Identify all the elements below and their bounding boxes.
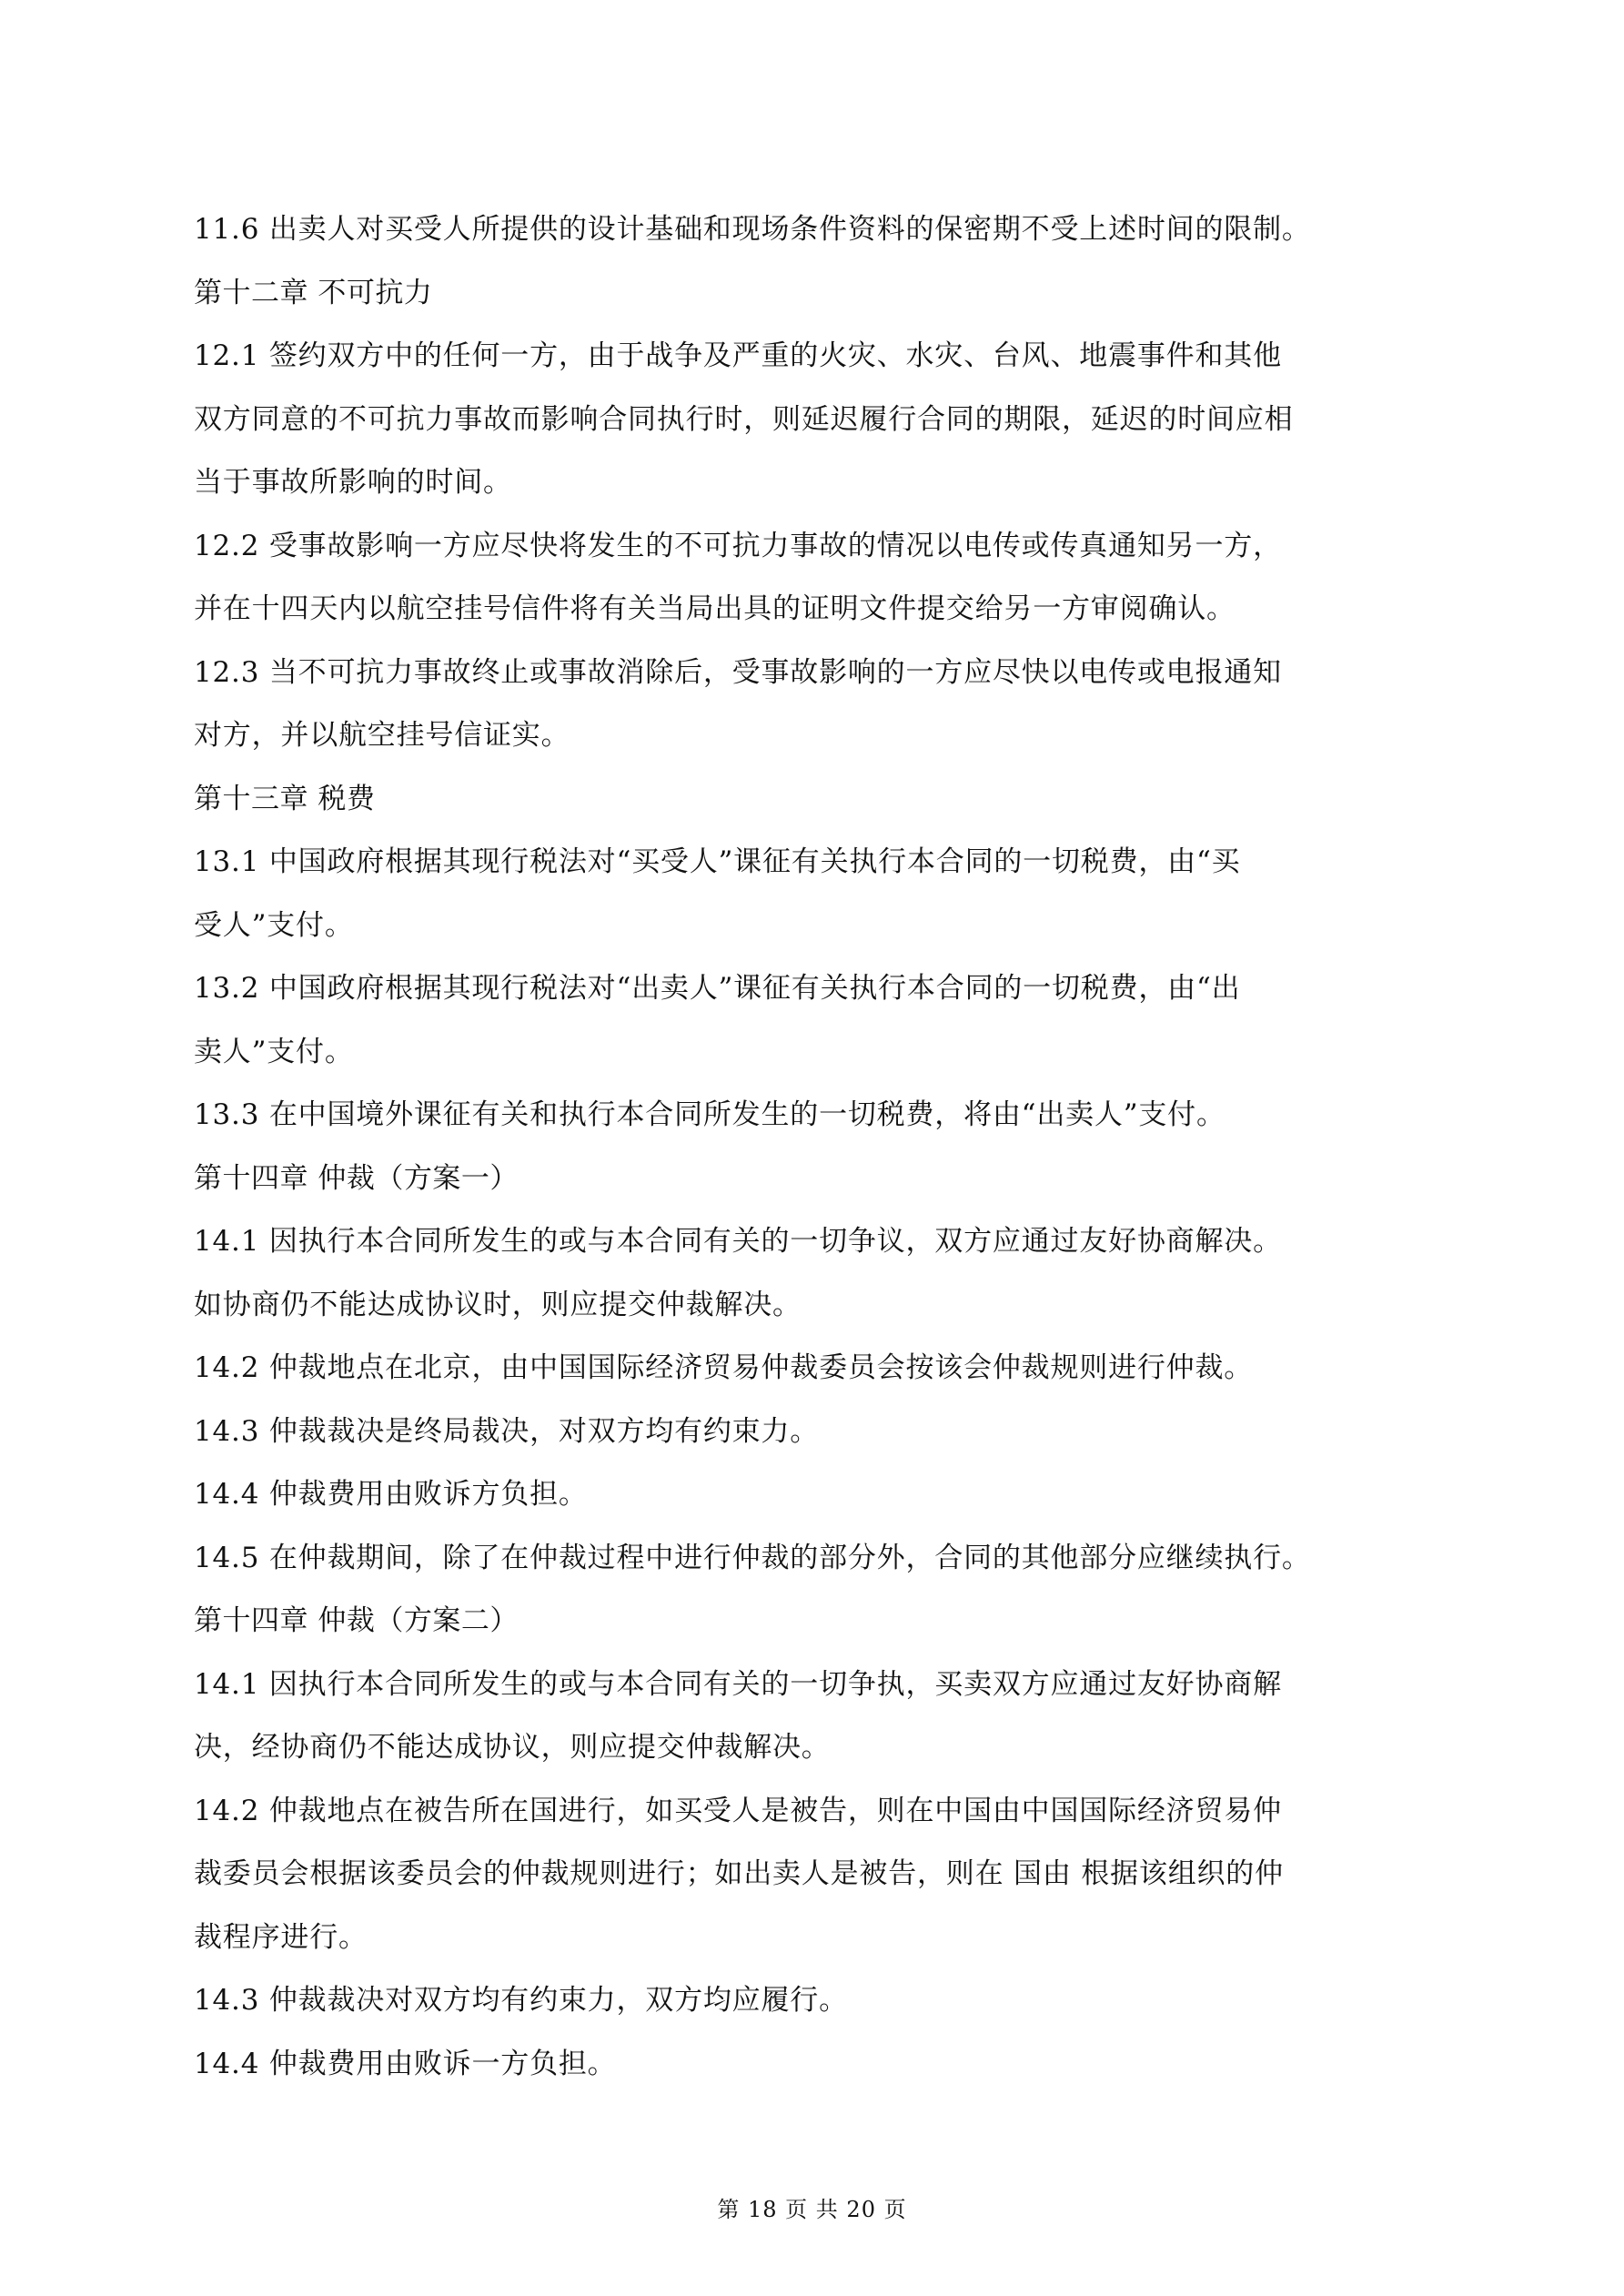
clause-14-2-b-line-2: 裁委员会根据该委员会的仲裁规则进行；如出卖人是被告，则在 国由 根据该组织的仲 — [194, 1857, 1284, 1890]
clause-13-2-line-2: 卖人”支付。 — [194, 1035, 354, 1068]
clause-14-1-a-line-2: 如协商仍不能达成协议时，则应提交仲裁解决。 — [194, 1288, 802, 1321]
document-body — [194, 198, 1440, 2096]
clause-14-2-a: 14.2 仲裁地点在北京，由中国国际经济贸易仲裁委员会按该会仲裁规则进行仲裁。 — [194, 1351, 1254, 1384]
chapter-14-option-1-heading: 第十四章 仲裁（方案一） — [194, 1161, 519, 1195]
clause-14-2-b-line-3: 裁程序进行。 — [194, 1920, 368, 1954]
chapter-14-option-2-heading: 第十四章 仲裁（方案二） — [194, 1604, 519, 1637]
clause-14-2-b-line-1: 14.2 仲裁地点在被告所在国进行，如买受人是被告，则在中国由中国国际经济贸易仲 — [194, 1794, 1282, 1827]
clause-12-1-line-3: 当于事故所影响的时间。 — [194, 466, 512, 499]
clause-14-1-b-line-2: 决，经协商仍不能达成协议，则应提交仲裁解决。 — [194, 1731, 831, 1764]
chapter-12-heading: 第十二章 不可抗力 — [194, 276, 433, 309]
clause-14-4-a: 14.4 仲裁费用由败诉方负担。 — [194, 1478, 588, 1511]
clause-14-5-a: 14.5 在仲裁期间，除了在仲裁过程中进行仲裁的部分外，合同的其他部分应继续执行。 — [194, 1541, 1311, 1574]
clause-13-1-line-1: 13.1 中国政府根据其现行税法对“买受人”课征有关执行本合同的一切税费，由“买 — [194, 845, 1241, 878]
clause-12-2-line-1: 12.2 受事故影响一方应尽快将发生的不可抗力事故的情况以电传或传真通知另一方， — [194, 529, 1282, 562]
clause-11-6: 11.6 出卖人对买受人所提供的设计基础和现场条件资料的保密期不受上述时间的限制。 — [194, 213, 1311, 246]
clause-12-3-line-1: 12.3 当不可抗力事故终止或事故消除后，受事故影响的一方应尽快以电传或电报通知 — [194, 655, 1282, 689]
clause-14-3-b: 14.3 仲裁裁决对双方均有约束力，双方均应履行。 — [194, 1984, 848, 2017]
clause-12-1-line-1: 12.1 签约双方中的任何一方，由于战争及严重的火灾、水灾、台风、地震事件和其他 — [194, 339, 1282, 372]
chapter-13-heading: 第十三章 税费 — [194, 782, 376, 815]
clause-14-4-b: 14.4 仲裁费用由败诉一方负担。 — [194, 2047, 617, 2080]
clause-13-1-line-2: 受人”支付。 — [194, 908, 354, 942]
clause-14-3-a: 14.3 仲裁裁决是终局裁决，对双方均有约束力。 — [194, 1414, 820, 1448]
clause-12-2-line-2: 并在十四天内以航空挂号信件将有关当局出具的证明文件提交给另一方审阅确认。 — [194, 592, 1236, 625]
clause-14-1-a-line-1: 14.1 因执行本合同所发生的或与本合同有关的一切争议，双方应通过友好协商解决。 — [194, 1225, 1282, 1258]
page-number-footer: 第 18 页 共 20 页 — [717, 2197, 907, 2222]
clause-13-3: 13.3 在中国境外课征有关和执行本合同所发生的一切税费，将由“出卖人”支付。 — [194, 1098, 1226, 1131]
clause-12-3-line-2: 对方，并以航空挂号信证实。 — [194, 719, 570, 752]
clause-13-2-line-1: 13.2 中国政府根据其现行税法对“出卖人”课征有关执行本合同的一切税费，由“出 — [194, 972, 1241, 1005]
clause-12-1-line-2: 双方同意的不可抗力事故而影响合同执行时，则延迟履行合同的期限，延迟的时间应相 — [194, 402, 1294, 436]
clause-14-1-b-line-1: 14.1 因执行本合同所发生的或与本合同有关的一切争执，买卖双方应通过友好协商解 — [194, 1667, 1282, 1701]
